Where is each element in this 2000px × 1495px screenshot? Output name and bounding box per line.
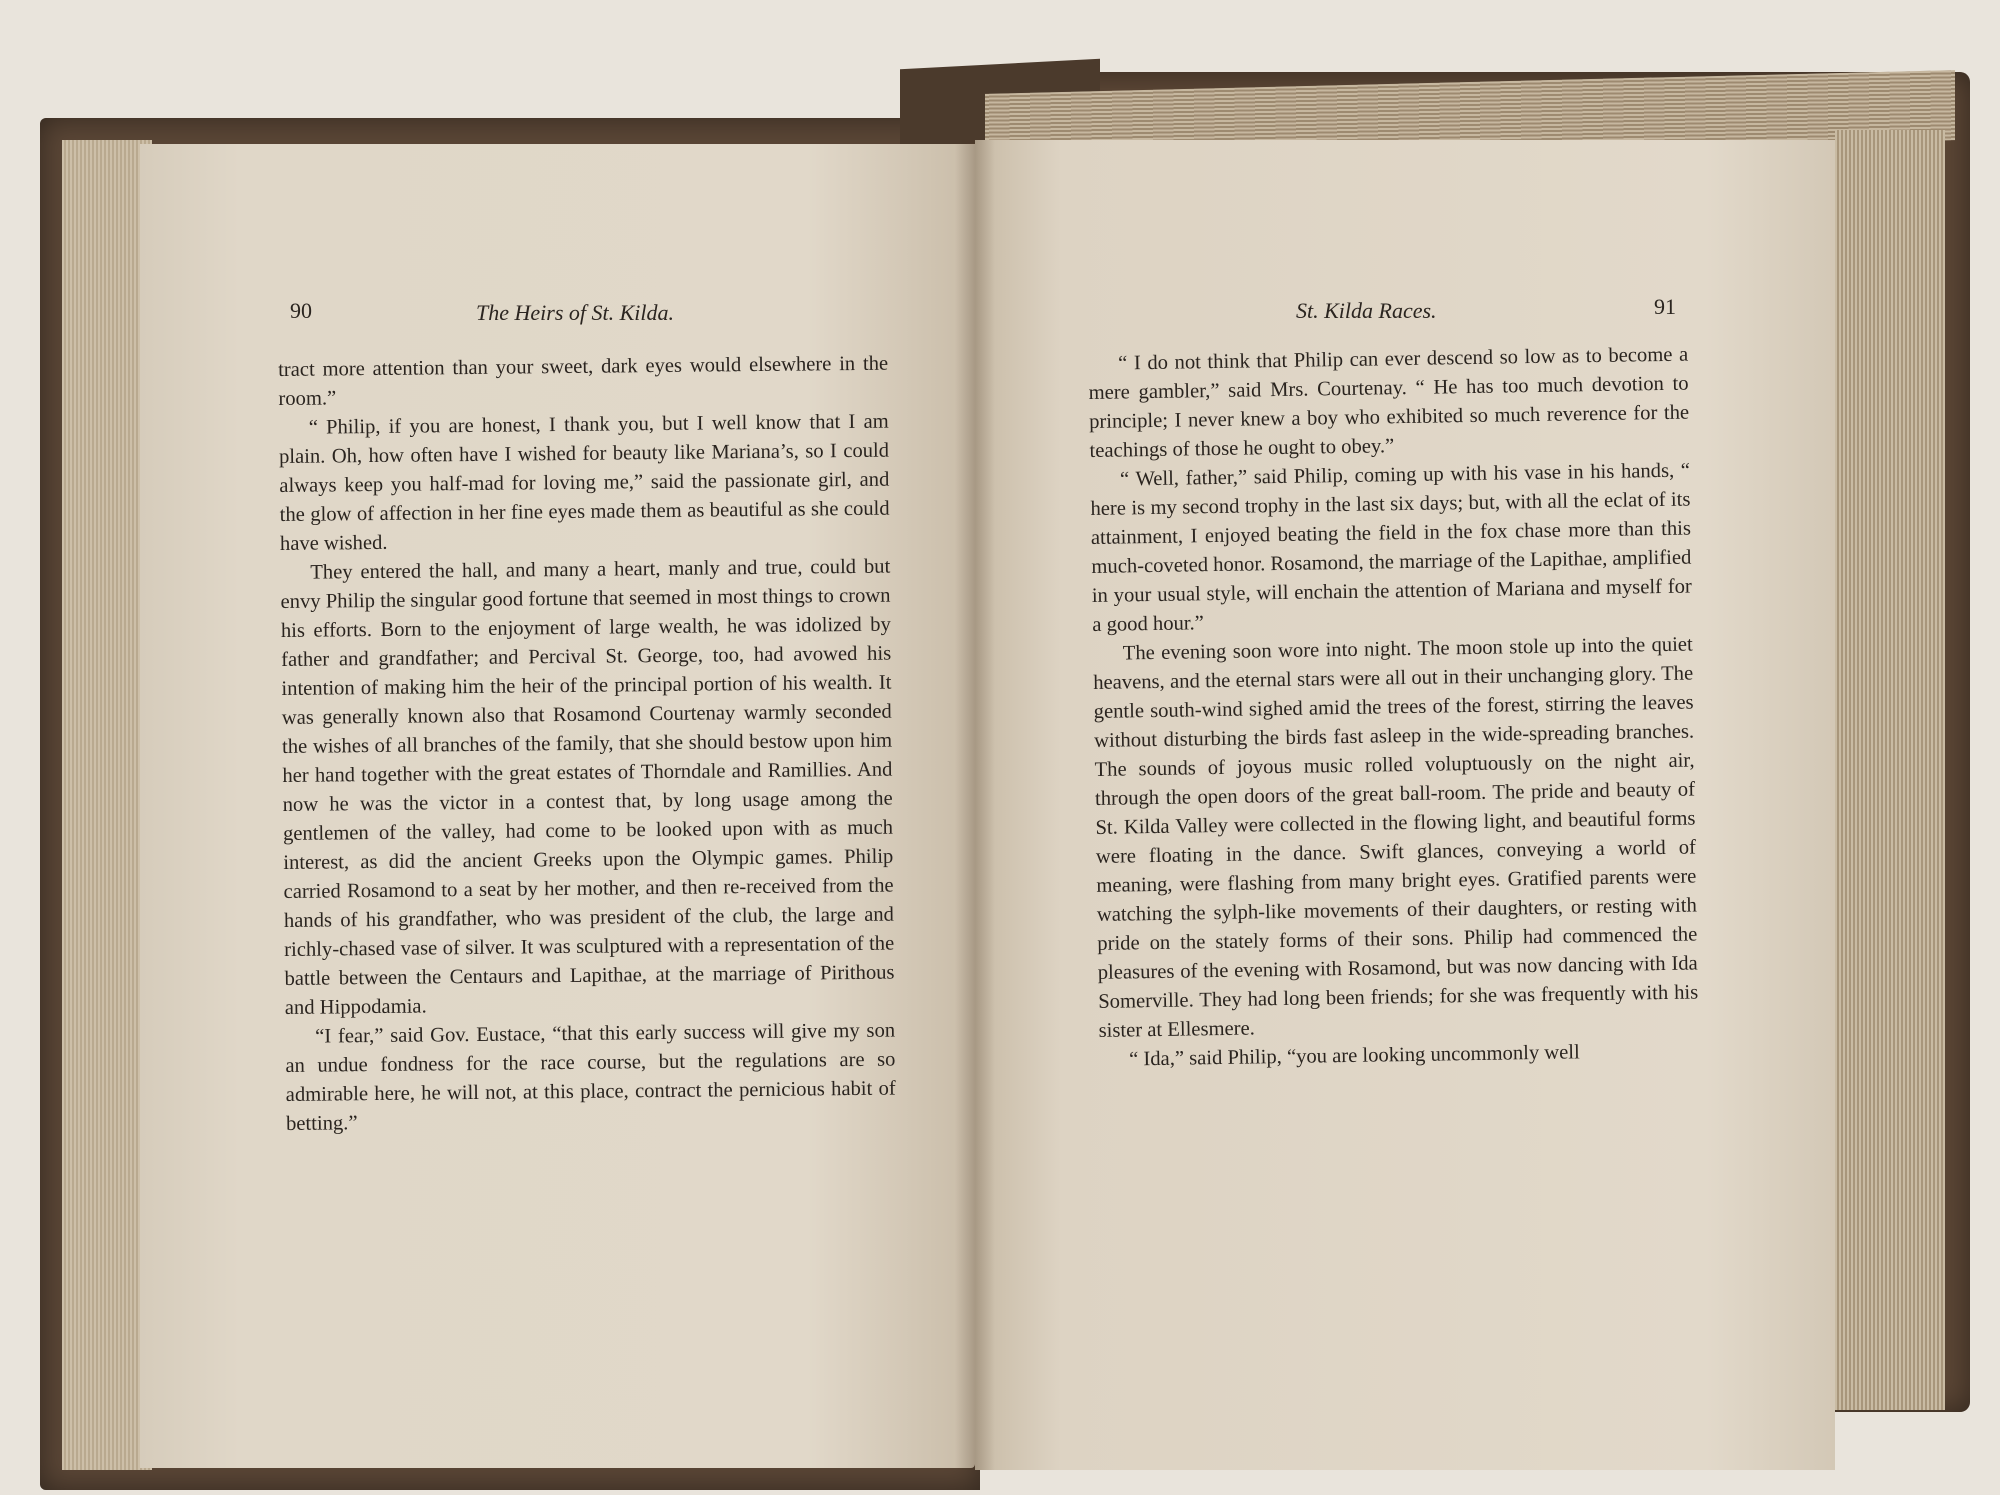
paragraph: “I fear,” said Gov. Eustace, “that this early success will give my son an undue fondness for the race course, but the regulations are so admirable here, he will not, at this place, contract the pernicious habit of betting.” xyxy=(285,1019,896,1135)
left-page-number: 90 xyxy=(290,298,312,323)
right-running-head-title: St. Kilda Races. xyxy=(1296,298,1437,323)
paragraph: tract more attention than your sweet, dark eyes would elsewhere in the room.” xyxy=(278,352,889,410)
page-edges-right xyxy=(1835,130,1945,1410)
left-page-body xyxy=(278,350,896,1139)
left-running-head-title: The Heirs of St. Kilda. xyxy=(476,300,675,325)
paragraph: “ I do not think that Philip can ever descend so low as to become a mere gambler,” said Mrs. Courtenay. “ He has too much devotion to principle; I never knew a boy who exhibited so much reverence for the teachings of those he ought to obey.” xyxy=(1088,343,1690,462)
book-gutter xyxy=(955,140,995,1470)
right-running-head xyxy=(1296,298,1437,324)
paragraph: “ Well, father,” said Philip, coming up with his vase in his hands, “ here is my second trophy in the last six days; but, with all the eclat of its attainment, I enjoyed beating the field in the fox chase more than this much-coveted honor. Rosamond, the marriage of the Lapithae, amplified in your usual style, will enchain the attention of Mariana and myself for a good hour.” xyxy=(1090,459,1692,636)
right-page-number: 91 xyxy=(1654,294,1676,319)
paragraph: “ Philip, if you are honest, I thank you, but I well know that I am plain. Oh, how often have I wished for beauty like Mariana’s, so I could always keep you half-mad for loving me,” said the passionate girl, and the glow of affection in her fine eyes made them as beautiful as she could have wished. xyxy=(278,410,890,555)
paragraph: The evening soon wore into night. The moon stole up into the quiet heavens, and the eternal stars were all out in their unchanging glory. The gentle south-wind sighed amid the trees of the forest, stirring the leaves without disturbing the birds fast asleep in the wide-spreading branches. The sounds of joyous music rolled voluptuously on the night air, through the open doors of the great ball-room. The pride and beauty of St. Kilda Valley were collected in the flowing light, and beautiful forms were floating in the dance. Swift glances, conveying a world of meaning, were flashing from many bright eyes. Gratified parents were watching the sylph-like movements of their daughters, or resting with pride on the stately forms of their sons. Philip had commenced the pleasures of the evening with Rosamond, but was now dancing with Ida Somerville. They had long been friends; for she was frequently with his sister at Ellesmere. xyxy=(1093,633,1699,1042)
left-running-head xyxy=(476,300,674,326)
right-page-body xyxy=(1088,341,1699,1075)
page-edges-left xyxy=(62,140,152,1470)
paragraph: They entered the hall, and many a heart, manly and true, could but envy Philip the singular good fortune that seemed in most things to crown his efforts. Born to the enjoyment of large wealth, he was idolized by father and grandfather; and Percival St. George, too, had avowed his intention of making him the heir of the principal portion of his wealth. It was generally known also that Rosamond Courtenay warmly seconded the wishes of all branches of the family, that she should bestow upon him her hand together with the great estates of Thorndale and Ramillies. And now he was the victor in a contest that, by long usage among the gentlemen of the valley, had come to be looked upon with as much interest, as did the ancient Greeks upon the Olympic games. Philip carried Rosamond to a seat by her mother, and then re-received from the hands of his grandfather, who was president of the club, the large and richly-chased vase of silver. It was sculptured with a representation of the battle between the Centaurs and Lapithae, at the marriage of Pirithous and Hippodamia. xyxy=(280,555,895,1019)
paragraph: “ Ida,” said Philip, “you are looking uncommonly well xyxy=(1128,1041,1580,1071)
